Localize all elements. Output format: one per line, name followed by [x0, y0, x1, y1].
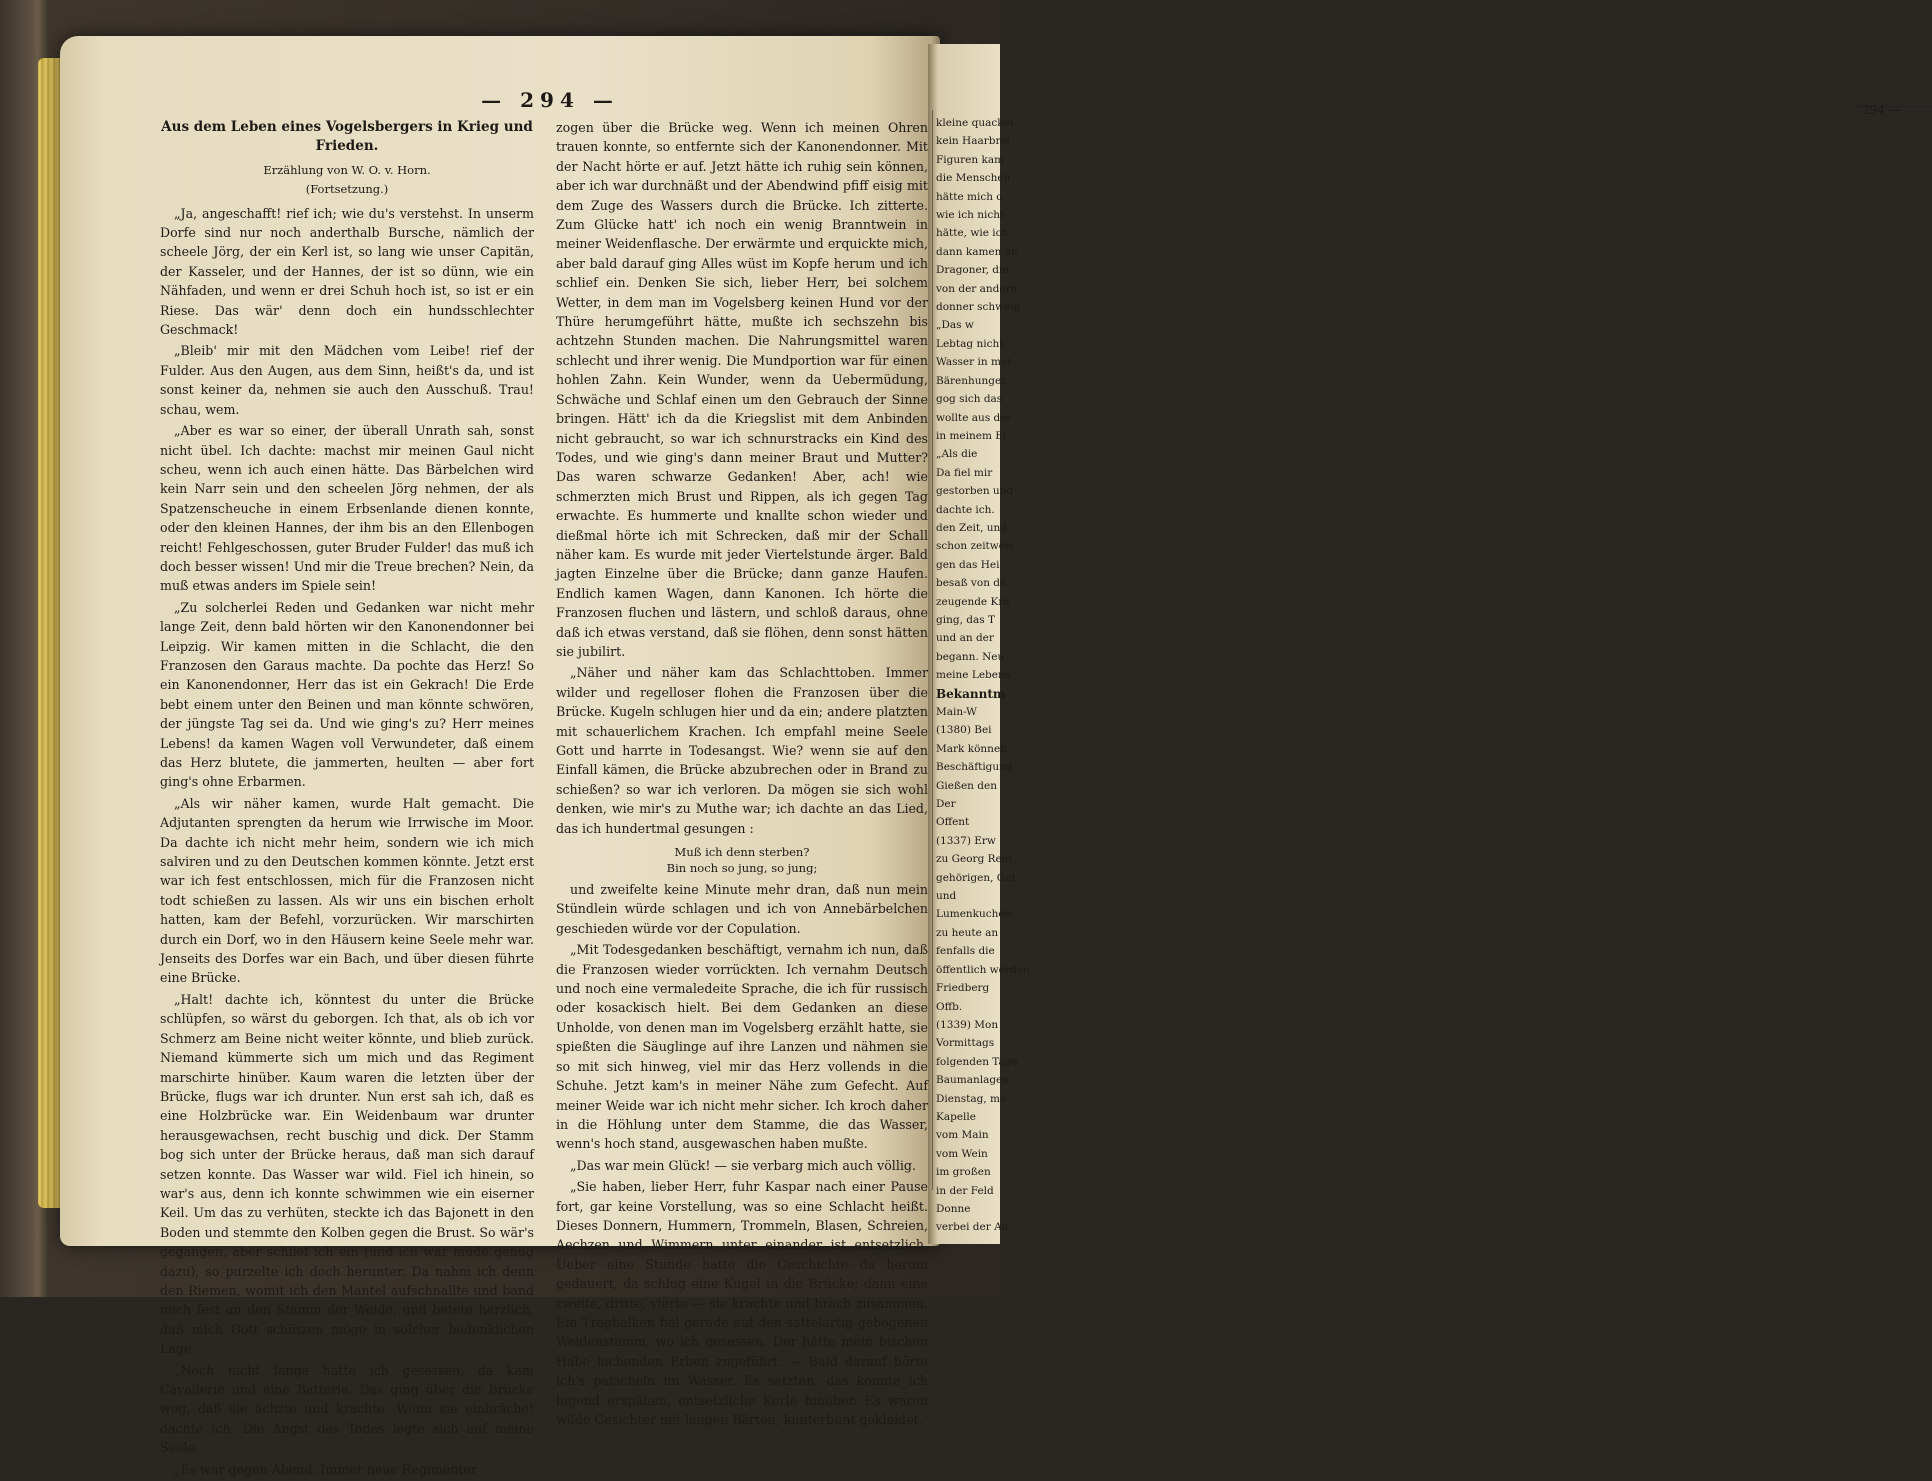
paragraph: „Ja, angeschafft! rief ich; wie du's verstehst. In unserm Dorfe sind nur noch anderthalb Bursche, nämlich der scheele Jörg, der ein Kerl ist, so lang wie unser Capitän, der Kasseler, und der Hannes, der ist so dünn, wie ein Nähfaden, und wenn er drei Schuh hoch ist, so ist er ein Riese. Das wär' denn doch ein hundsschlechter Geschmack!: [160, 205, 534, 338]
next-page-line: öffentlich werden: [936, 963, 1030, 976]
next-page-line: gog sich das: [936, 393, 1003, 406]
next-page-line: die Menschen: [936, 172, 1011, 185]
right-paragraphs: [556, 118, 928, 838]
next-page-line: (1337) Erw: [936, 834, 996, 847]
next-page-line: fenfalls die: [936, 945, 995, 958]
next-page-line: Offent: [936, 816, 970, 829]
next-page-line: Lumenkuchen: [936, 908, 1012, 921]
next-page-line: in der Feld: [936, 1184, 994, 1197]
next-page-header-rule: [1852, 103, 1932, 123]
paragraph: „Halt! dachte ich, könntest du unter die Brücke schlüpfen, so wärst du geborgen. Ich that, als ob ich vor Schmerz am Beine nicht weiter könnte, und blieb zurück. Niemand kümmerte sich um mich und das Regiment marschirte hinüber. Kaum waren die letzten über der Brücke, flugs war ich drunter. Nun erst sah ich, daß es eine Holzbrücke war. Ein Weidenbaum war drunter herausgewachsen, recht buschig und dick. Der Stamm bog sich unter der Brücke heraus, daß man sich darauf setzen konnte. Das Wasser war wild. Fiel ich hinein, so war's aus, denn ich konnte schwimmen wie ein eiserner Keil. Um das zu verhüten, steckte ich das Bajonett in den Boden und stemmte den Kolben gegen die Brust. So wär's gegangen, aber schlief ich ein (und ich war müde genug dazu), so purzelte ich doch herunter. Da nahm ich denn den Riemen, womit ich den Mantel aufschnallte und band mich fest an den Stamm der Weide, und betete herzlich, daß mich Gott schützen möge in solcher bedenklichen Lage.: [160, 991, 534, 1357]
next-page-line: Da fiel mir: [936, 466, 993, 479]
next-page-strip: [928, 44, 1901, 1244]
next-page-line: Bekanntm: [936, 686, 1006, 701]
next-page-line: Lebtag nicht: [936, 337, 1004, 350]
paragraph: „Bleib' mir mit den Mädchen vom Leibe! rief der Fulder. Aus den Augen, aus dem Sinn, heißt's da, und ist sonst keiner da, nehmen sie auch den Ausschuß. Trau! schau, wem.: [160, 343, 534, 417]
next-page-line: Gießen den: [936, 779, 997, 792]
gutter-line: [932, 110, 933, 1190]
next-page-line: meine Lebens: [936, 669, 1011, 682]
verse: [556, 844, 928, 876]
page-number: — 294 —: [481, 88, 619, 112]
next-page-line: (1339) Mon: [936, 1018, 999, 1031]
next-page-line: dann kamen an: [936, 245, 1018, 258]
next-page-line: Dragoner, die: [936, 264, 1009, 277]
next-page-line: wie ich nicht: [936, 209, 1005, 222]
next-page-line: vom Main: [936, 1129, 989, 1142]
next-page-line: Kapelle: [936, 1110, 976, 1123]
next-page-line: von der andern: [936, 282, 1018, 295]
paragraph: „Es war gegen Abend. Immer neue Regimenter: [174, 1461, 477, 1477]
next-page-line: wollte aus der: [936, 411, 1012, 424]
next-page-line: Der: [936, 798, 956, 811]
verse-line: Bin noch so jung, so jung;: [666, 861, 818, 876]
next-page-line: Bärenhunger,: [936, 374, 1009, 387]
next-page-line: hätte, wie ich: [936, 227, 1009, 240]
next-page-line: begann. Neu: [936, 650, 1005, 663]
next-page-line: gen das Hei: [936, 558, 1000, 571]
column-left: [160, 118, 534, 1481]
next-page-line: donner schweig: [936, 301, 1021, 314]
next-page-line: gestorben und: [936, 485, 1014, 498]
next-page-line: Vormittags: [936, 1037, 995, 1050]
next-page-line: kein Haarbrei: [936, 135, 1011, 148]
paragraph: „Zu solcherlei Reden und Gedanken war nicht mehr lange Zeit, denn bald hörten wir den Kanonendonner bei Leipzig. Wir kamen mitten in die Schlacht, die den Franzosen den Garaus machte. Da pochte das Herz! So ein Kanonendonner, Herr das ist ein Gekrach! Die Erde bebt einem unter den Beinen und man könnte schwören, der jüngste Tag sei da. Und wie ging's zu? Herr meines Lebens! da kamen Wagen voll Verwundeter, daß einem das Herz blutete, die jammerten, heulten — aber fort ging's ohne Erbarmen.: [160, 599, 534, 790]
next-page-line: Donne: [936, 1202, 971, 1215]
next-page-line: gehörigen, Gut: [936, 871, 1017, 884]
paragraph: „Das war mein Glück! — sie verbarg mich auch völlig.: [570, 1157, 916, 1173]
next-page-line: vom Wein: [936, 1147, 988, 1160]
next-page-line: Friedberg: [936, 982, 990, 995]
next-page-line: verbei der Au: [936, 1221, 1009, 1234]
next-page-line: (1380) Bei: [936, 724, 992, 737]
next-page-line: Mark können: [936, 742, 1007, 755]
next-page-line: Figuren kam: [936, 153, 1005, 166]
paragraph: „Aber es war so einer, der überall Unrath sah, sonst nicht übel. Ich dachte: machst mir meinen Gaul nicht scheu, wenn ich auch einen hätte. Das Bärbelchen wird kein Narr sein und den scheelen Jörg nehmen, der als Spatzenscheuche in einem Erbsenlande dienen konnte, oder den kleinen Hannes, der ihm bis an den Ellenbogen reicht! Fehlgeschossen, guter Bruder Fulder! das muß ich doch besser wissen! Und mir die Treue brechen? Nein, da muß etwas anders im Spiele sein!: [160, 423, 534, 594]
verse-line: Muß ich denn sterben?: [674, 845, 810, 860]
next-page-line: dachte ich.: [936, 503, 995, 516]
paragraph: „Sie haben, lieber Herr, fuhr Kaspar nach einer Pause fort, gar keine Vorstellung, was so eine Schlacht heißt. Dieses Donnern, Hummern, Trommeln, Blasen, Schreien, Aechzen und Wimmern unter einander ist entsetzlich. Ueber eine Stunde hatte die Geschichte da herum gedauert, da schlug eine Kugel in die Brücke; dann eine zweite, dritte, vierte — sie krachte und brach zusammen. Ein Tragbalken fiel gerade auf den sattelartig gebogenen Weidenstamm, wo ich gesessen. Der hätte mein bischen Habe lachenden Erben zugeführt. — Bald darauf hörte ich's patscheln im Wasser. Es setzten, das konnte ich lugend erspähen, entsetzliche Kerle hinüber. Es waren wilde Gesichter mit langen Bärten, kunterbunt gekleidet,: [556, 1179, 928, 1427]
next-page-line: besaß von de: [936, 577, 1007, 590]
next-page-line: in meinem El: [936, 429, 1007, 442]
article-title: Aus dem Leben eines Vogelsbergers in Krieg und Frieden.: [161, 119, 533, 155]
next-page-line: zeugende Kra: [936, 595, 1010, 608]
next-page-line: und an der: [936, 632, 994, 645]
next-page-line: zu heute an: [936, 926, 999, 939]
next-page-line: ging, das T: [936, 613, 995, 626]
next-page-line: Beschäftigung: [936, 761, 1013, 774]
next-page-line: Wasser in mei: [936, 356, 1011, 369]
continuation-note: (Fortsetzung.): [305, 182, 389, 197]
next-page-line: und: [936, 890, 957, 903]
next-page-line: folgenden Tage: [936, 1055, 1018, 1068]
paragraph: zogen über die Brücke weg. Wenn ich meinen Ohren trauen konnte, so entfernte sich der Kanonendonner. Mit der Nacht hörte er auf. Jetzt hätte ich ruhig sein können, aber ich war durchnäßt und der Abendwind pfiff eisig mit dem Zuge des Wassers durch die Brücke. Ich zitterte. Zum Glücke hatt' ich noch ein wenig Branntwein in meiner Weidenflasche. Der erwärmte und erquickte mich, aber bald darauf ging Alles wüst im Kopfe herum und ich schlief ein. Denken Sie sich, lieber Herr, bei solchem Wetter, in dem man im Vogelsberg keinen Hund vor der Thüre herumgeführt hätte, mußte ich sechszehn bis achtzehn Stunden machen. Die Nahrungsmittel waren schlecht und ihrer wenig. Die Mundportion war für einen hohlen Zahn. Kein Wunder, wenn da Uebermüdung, Schwäche und Schlaf einen um den Gebrauch der Sinne bringen. Hätt' ich da die Kriegslist mit dem Anbinden nicht gebraucht, so war ich schnurstracks ein Kind des Todes, und wie ging's dann meiner Braut und Mutter? Das waren schwarze Gedanken! Aber, ach! wie schmerzten mich Brust und Rippen, als ich gegen Tag erwachte. Es hummerte und knallte schon wieder und dießmal hörte ich mit Schrecken, daß mir der Schall näher kam. Es wurde mit jeder Viertelstunde ärger. Bald jagten Einzelne über die Brücke; dann ganze Haufen. Endlich kamen Wagen, dann Kanonen. Ich hörte die Franzosen fluchen und lästern, und schloß daraus, ohne daß ich etwas verstand, daß sie flöhen, denn sonst hätten sie jubilirt.: [556, 120, 928, 659]
right-paragraphs-continued: [556, 880, 928, 1429]
paragraph: „Mit Todesgedanken beschäftigt, vernahm ich nun, daß die Franzosen wieder vorrückten. Ich vernahm Deutsch und noch eine vermaledeite Sprache, die ich für russisch oder kosackisch hielt. Bei dem Gedanken an diese Unholde, von denen man im Vogelsberg erzählt hatte, sie spießten die Säuglinge auf ihre Lanzen und nähmen sie so mit sich hinweg, viel mir das Herz vollends in die Schuhe. Jetzt kam's in meiner Nähe zum Gefecht. Auf meiner Weide war ich nicht mehr sicher. Ich kroch daher in die Höhlung unter dem Stamme, die das Wasser, wenn's hoch stand, ausgewaschen haben mußte.: [556, 942, 928, 1152]
left-paragraphs: [160, 204, 534, 1479]
next-page-line: zu Georg Rem: [936, 853, 1012, 866]
next-page-text: [936, 114, 1030, 1237]
next-page-line: im großen: [936, 1166, 991, 1179]
next-page-line: Baumanlagen: [936, 1074, 1010, 1087]
next-page-line: schon zeitweis: [936, 540, 1014, 553]
next-page-line: Offb.: [936, 1000, 963, 1013]
column-right: [556, 118, 928, 1431]
next-page-header: 294 —: [1862, 103, 1901, 117]
next-page-line: „Als die: [936, 448, 978, 461]
paragraph: „Noch nicht lange hatte ich gesessen, da kam Cavallerie und eine Batterie. Das ging über die Brücke weg, daß sie ächzte und krachte. Wenn sie einbräche! dachte ich. Die Angst des Todes legte sich auf meine Seele.: [160, 1362, 534, 1456]
next-page-line: Dienstag, mo: [936, 1092, 1007, 1105]
article-subtitle: Erzählung von W. O. v. Horn.: [263, 162, 431, 177]
next-page-line: „Das w: [936, 319, 974, 332]
next-page-line: Main-W: [936, 706, 977, 718]
next-page-line: hätte mich o: [936, 190, 1003, 203]
paragraph: „Näher und näher kam das Schlachttoben. Immer wilder und regelloser flohen die Franzosen über die Brücke. Kugeln schlugen hier und da ein; andere platzten mit schauerlichem Krachen. Ich empfahl meine Seele Gott und harrte in Todesangst. Wie? wenn sie auf den Einfall kämen, die Brücke abzubrechen oder in Brand zu schießen? so war ich verloren. Da mögen sie sich wohl denken, wie mir's zu Muthe war; ich dachte an das Lied, das ich hundertmal gesungen :: [556, 665, 928, 836]
paragraph: und zweifelte keine Minute mehr dran, daß nun mein Stündlein würde schlagen und ich von Annebärbelchen geschieden würde vor der Copulation.: [556, 882, 928, 936]
next-page-line: kleine quackel: [936, 117, 1014, 129]
paragraph: „Als wir näher kamen, wurde Halt gemacht. Die Adjutanten sprengten da herum wie Irrwische im Moor. Da dachte ich nicht mehr heim, sondern wie ich mich salviren und zu den Deutschen kommen könnte. Jetzt erst war ich fest entschlossen, mich für die Franzosen nicht todt schießen zu lassen. Als wir uns ein bischen erholt hatten, kam der Befehl, vorzurücken. Wir marschirten durch ein Dorf, wo in den Häusern keine Seele mehr war. Jenseits des Dorfes war ein Bach, und über diesen führte eine Brücke.: [160, 795, 534, 986]
next-page-line: den Zeit, und: [936, 521, 1008, 534]
